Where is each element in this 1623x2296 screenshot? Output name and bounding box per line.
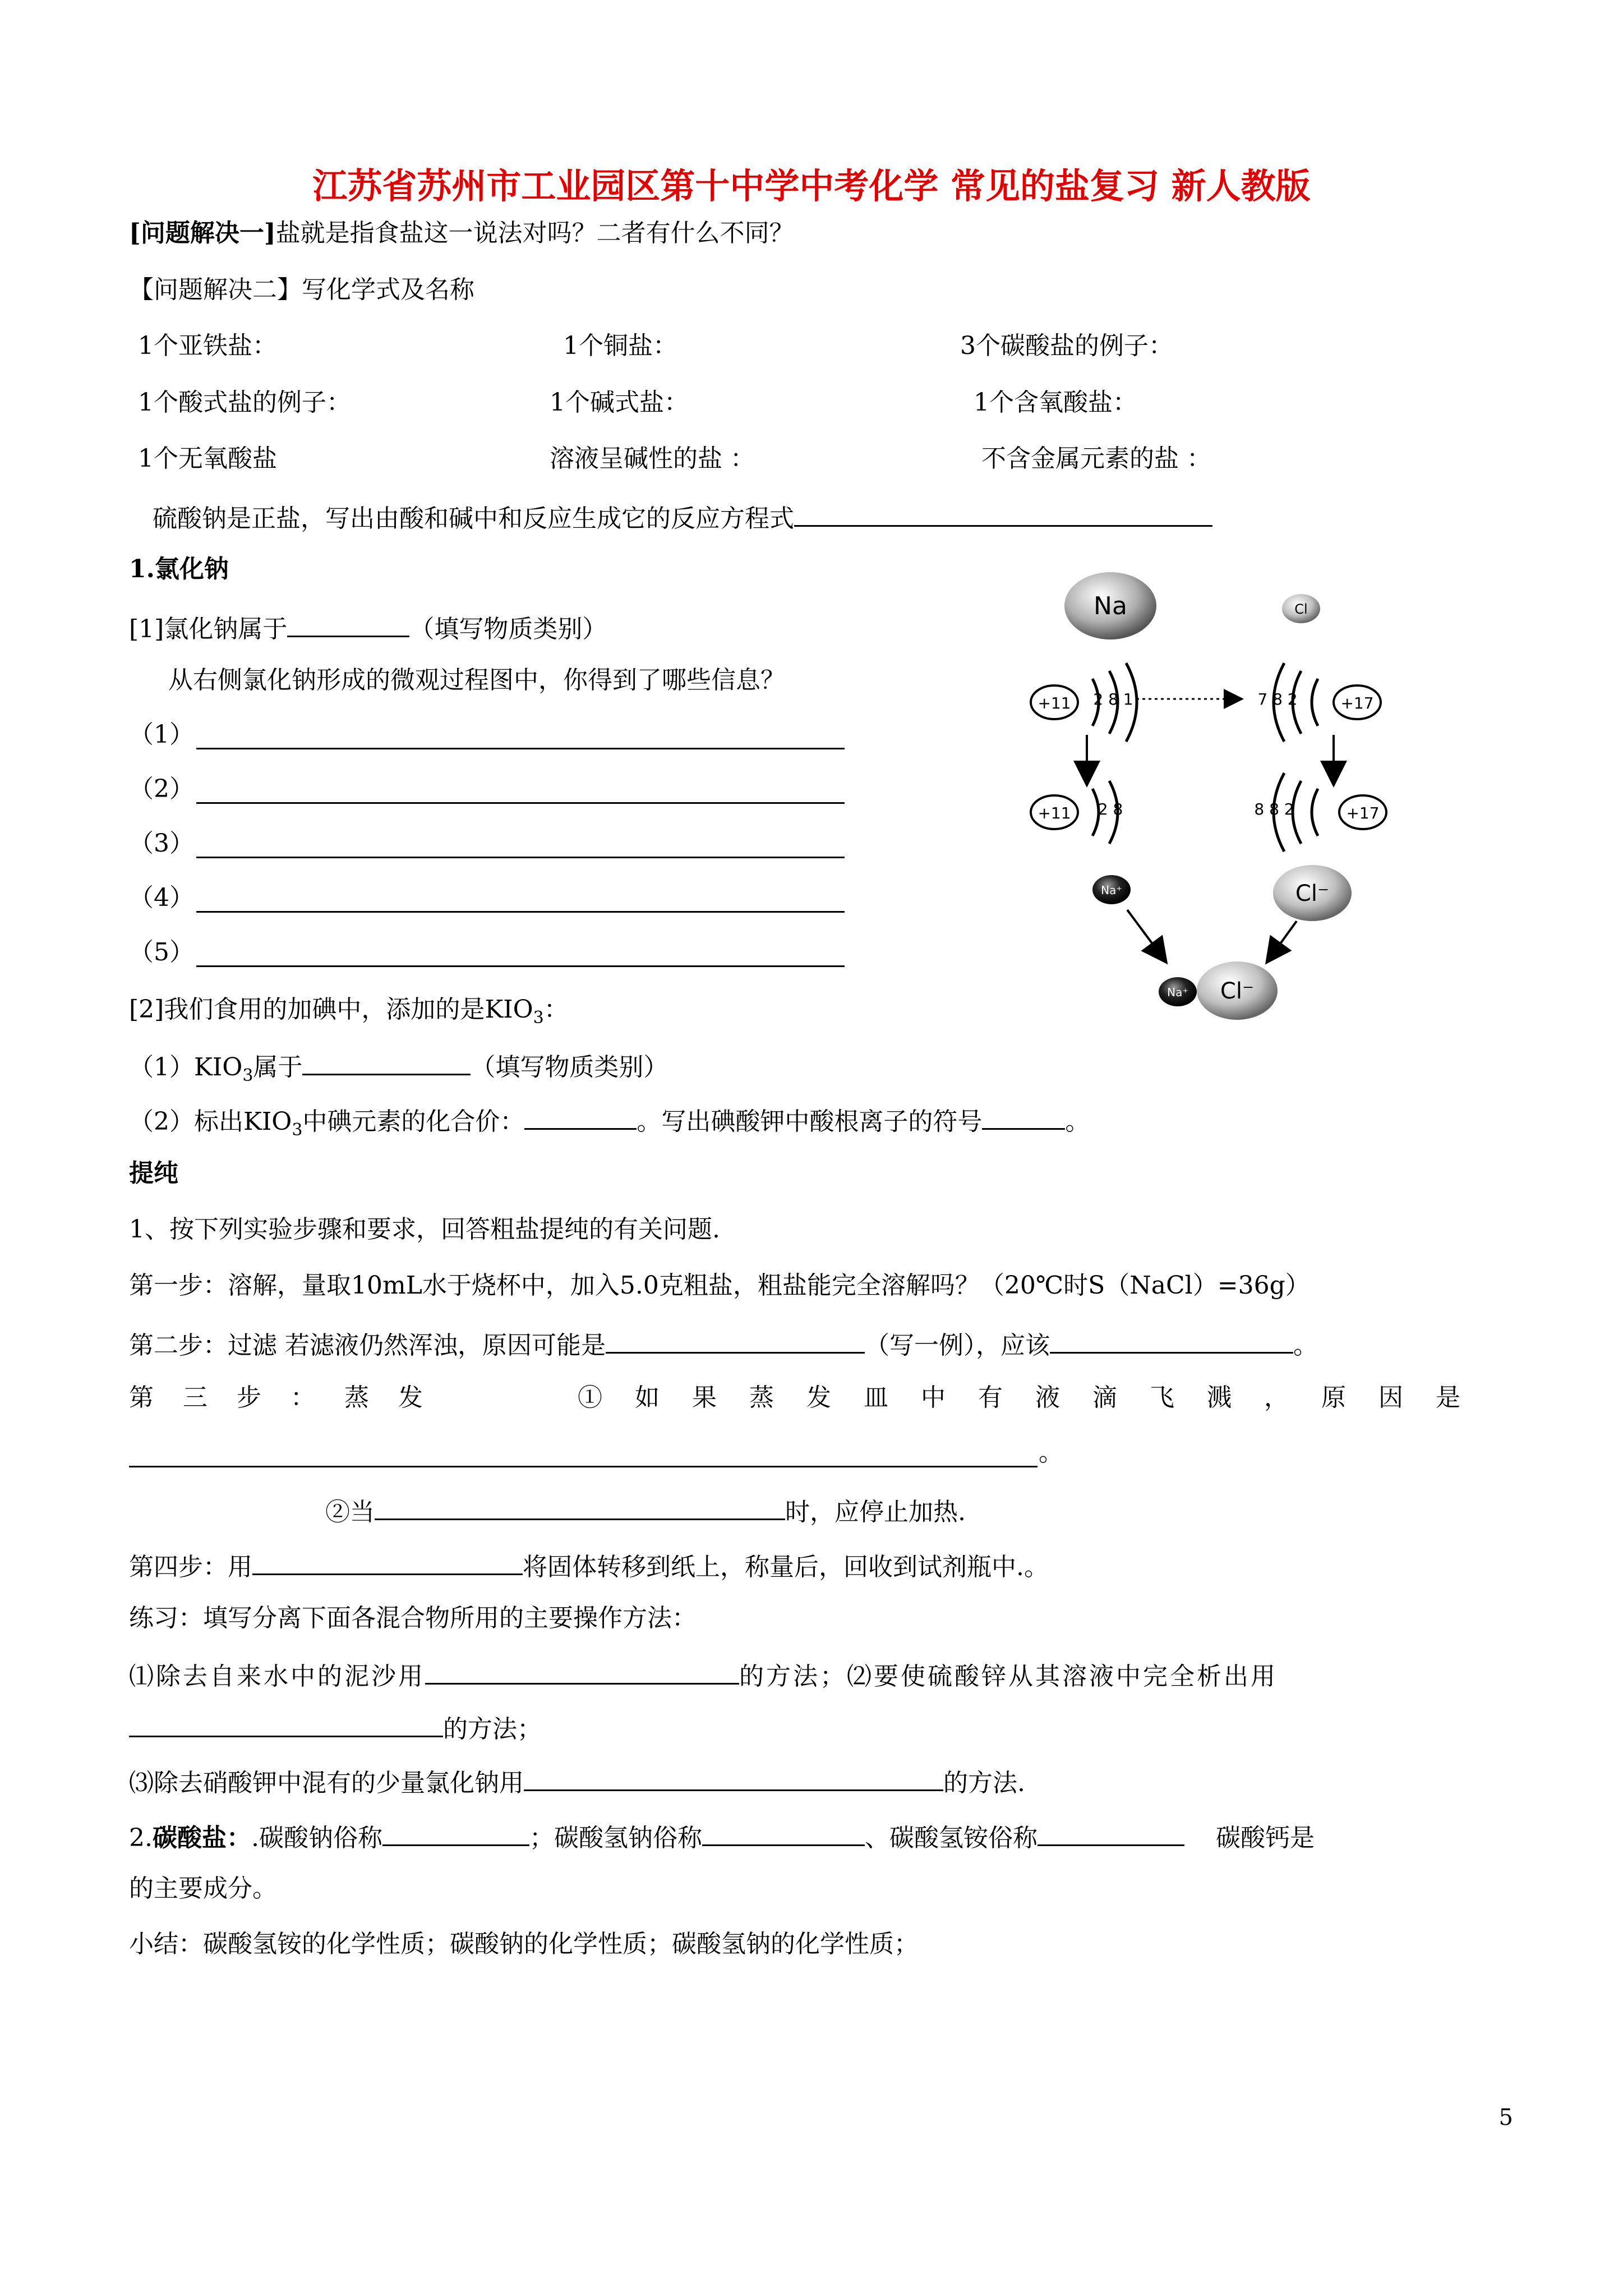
nacl-observe-prompt: 从右侧氯化钠形成的微观过程图中，你得到了哪些信息？	[168, 666, 785, 694]
kio3-formula-3: KIO	[243, 1107, 292, 1136]
step4-tool-blank[interactable]	[252, 1547, 523, 1575]
step4-prompt: 第四步：用	[129, 1553, 252, 1581]
salt-basic: 1个碱式盐：	[550, 388, 689, 417]
practice-3-prompt: ⑶除去硝酸钾中混有的少量氯化钠用	[129, 1769, 524, 1797]
section-nacl-heading: 1.氯化钠	[129, 555, 229, 583]
page-number: 5	[1498, 2105, 1513, 2131]
salt-carbonate: 3个碳酸盐的例子：	[960, 332, 1173, 360]
sodium-ion-nucleus-charge: +11	[1038, 804, 1071, 822]
step2-action-blank[interactable]	[1050, 1325, 1293, 1354]
salt-acid: 1个酸式盐的例子：	[138, 388, 351, 417]
kio3-formula: KIO	[485, 995, 533, 1024]
kio3-category-hint: （填写物质类别）	[471, 1053, 668, 1082]
salt-alkaline: 溶液呈碱性的盐 ：	[550, 444, 755, 473]
soda-blank[interactable]	[382, 1818, 529, 1846]
baking-soda-blank[interactable]	[702, 1818, 865, 1846]
carbonate-heading: 碳酸盐：	[152, 1824, 251, 1852]
question-one-text: 盐就是指食盐这一说法对吗？二者有什么不同？	[275, 219, 794, 247]
info-line-5	[129, 936, 194, 969]
kio3-category-prompt: 属于	[253, 1053, 303, 1082]
salt-nonmetal: 不含金属元素的盐 ：	[981, 444, 1211, 473]
purify-intro: 1、按下列实验步骤和要求，回答粗盐提纯的有关问题.	[129, 1215, 720, 1244]
info-line-2	[129, 772, 194, 806]
info-line-4	[129, 881, 194, 915]
salt-ferrous: 1个亚铁盐：	[138, 332, 277, 360]
question-one	[129, 217, 794, 250]
practice-line-1	[129, 1656, 1278, 1694]
nacl-formation-diagram	[1009, 561, 1436, 1032]
page-title: 江苏省苏州市工业园区第十中学中考化学 常见的盐复习 新人教版	[312, 165, 1311, 206]
purify-step-4	[129, 1547, 1049, 1584]
salt-anoxy: 1个无氧酸盐	[138, 444, 277, 473]
purify-step-3-question: ①如果蒸发皿中有液滴飞溅，原因是	[578, 1383, 1493, 1412]
nacl-chloride-label: Cl⁻	[1220, 978, 1255, 1004]
info-line-1	[129, 718, 194, 752]
step2-mid: （写一例），应该	[865, 1331, 1050, 1360]
kio3-subscript: 3	[533, 1007, 544, 1028]
question-one-label: [问题解决一]	[129, 219, 276, 247]
equation-line	[153, 498, 1212, 536]
practice-line-3	[129, 1763, 1025, 1800]
kio3-subscript-3: 3	[292, 1120, 303, 1140]
carbonate-line	[129, 1818, 1315, 1855]
step3-splash-blank[interactable]	[129, 1466, 1038, 1467]
ammonium-bicarbonate-prompt: 、碳酸氢铵俗称	[864, 1824, 1038, 1852]
kio3-category-number: （1）	[129, 1053, 194, 1082]
calcium-carbonate-tail: 的主要成分。	[129, 1874, 277, 1903]
chloride-ion-label: Cl⁻	[1295, 881, 1330, 907]
chlorine-shell-electrons: 7 8 2	[1257, 690, 1298, 708]
nacl-category-hint: （填写物质类别）	[409, 615, 607, 643]
step2-cause-blank[interactable]	[606, 1325, 865, 1354]
practice-1-blank[interactable]	[425, 1656, 739, 1685]
acid-radical-prompt: 。写出碘酸钾中酸根离子的符号	[637, 1107, 983, 1136]
info-blank-4[interactable]	[196, 911, 845, 913]
step3-stop-tail: 时，应停止加热.	[785, 1498, 966, 1526]
sodium-atom-label: Na	[1094, 592, 1127, 620]
summary-line: 小结：碳酸氢铵的化学性质；碳酸钠的化学性质；碳酸氢钠的化学性质；	[129, 1930, 919, 1958]
practice-2-blank[interactable]	[129, 1709, 443, 1737]
soda-prompt: .碳酸钠俗称	[251, 1824, 382, 1852]
purify-step-1: 第一步：溶解，量取10mL水于烧杯中，加入5.0克粗盐，粗盐能完全溶解吗？（20℃时S（NaCl）=36g）	[129, 1271, 1310, 1300]
calcium-carbonate-prompt: 碳酸钙是	[1215, 1824, 1315, 1852]
practice-2-prompt: 的方法；⑵要使硫酸锌从其溶液中完全析出用	[739, 1662, 1278, 1691]
practice-3-tail: 的方法.	[943, 1769, 1025, 1797]
info-number-5: （5）	[129, 938, 194, 967]
nacl-sodium-label: Na⁺	[1167, 986, 1188, 999]
ammonium-bicarbonate-blank[interactable]	[1038, 1818, 1184, 1846]
nacl-category-blank[interactable]	[287, 609, 409, 637]
chlorine-atom-label: Cl	[1294, 601, 1308, 617]
info-number-2: （2）	[129, 775, 194, 803]
purify-step-2	[129, 1325, 1318, 1363]
info-blank-3[interactable]	[196, 857, 845, 858]
valence-prompt-a: （2）标出	[129, 1107, 243, 1136]
salt-copper: 1个铜盐：	[563, 332, 677, 360]
step2-prompt: 第二步：过滤 若滤液仍然浑浊，原因可能是	[129, 1331, 606, 1360]
valence-blank[interactable]	[524, 1101, 637, 1130]
nacl-category-prompt: [1]氯化钠属于	[129, 615, 288, 643]
sodium-shell-electrons: 2 8 1	[1093, 690, 1133, 708]
practice-2-tail: 的方法；	[443, 1715, 542, 1743]
carbonate-number: 2.	[129, 1824, 153, 1852]
info-number-4: （4）	[129, 884, 194, 912]
step4-tail: 将固体转移到纸上，称量后，回收到试剂瓶中.。	[523, 1553, 1049, 1581]
kio3-category-blank[interactable]	[302, 1047, 471, 1075]
step2-end: 。	[1293, 1331, 1318, 1360]
valence-prompt-b: 中碘元素的化合价：	[302, 1107, 525, 1136]
step3-stop-blank[interactable]	[375, 1492, 785, 1520]
info-blank-5[interactable]	[196, 965, 845, 967]
practice-intro: 练习：填写分离下面各混合物所用的主要操作方法：	[129, 1604, 697, 1632]
purify-step-3-stop	[325, 1492, 966, 1529]
purify-step-3-label: 第三步：蒸发	[129, 1383, 452, 1412]
sodium-nucleus-charge: +11	[1038, 694, 1071, 712]
iodine-valence-line	[129, 1101, 1090, 1147]
sodium-ion-label: Na⁺	[1101, 884, 1122, 897]
question-two-header: 【问题解决二】写化学式及名称	[129, 275, 474, 304]
salt-oxyacid: 1个含氧酸盐：	[974, 388, 1137, 417]
info-blank-1[interactable]	[196, 748, 845, 749]
nacl-category-line	[129, 609, 607, 646]
info-blank-2[interactable]	[196, 802, 845, 804]
practice-3-blank[interactable]	[524, 1763, 943, 1791]
iodized-salt-line: [2]我们食用的加碘中，添加的是$KIO_3$：	[129, 995, 569, 1028]
kio3-subscript-2: 3	[242, 1065, 253, 1085]
kio3-category-line	[129, 1047, 668, 1093]
chlorine-nucleus-charge: +17	[1340, 694, 1374, 712]
info-line-3	[129, 827, 194, 861]
sodium-ion-shell-electrons: 2 8	[1098, 800, 1123, 818]
baking-soda-prompt: ；碳酸氢钠俗称	[529, 1824, 702, 1852]
sodium-ion-arrow	[1127, 910, 1160, 954]
iodized-salt-prompt: [2]我们食用的加碘中，添加的是	[129, 995, 485, 1024]
valence-line-end: 。	[1065, 1107, 1090, 1136]
info-number-3: （3）	[129, 829, 194, 858]
info-number-1: （1）	[129, 720, 194, 749]
equation-prompt: 硫酸钠是正盐，写出由酸和碱中和反应生成它的反应方程式	[153, 504, 794, 533]
step3-line-end: 。	[1039, 1438, 1063, 1467]
chlorine-ion-shell-electrons: 8 8 2	[1254, 800, 1294, 818]
step3-stop-prompt: ②当	[325, 1498, 375, 1526]
chloride-ion-arrow	[1273, 921, 1297, 954]
section-purify-heading: 提纯	[129, 1159, 178, 1188]
practice-line-2	[129, 1709, 542, 1746]
practice-1-prompt: ⑴除去自来水中的泥沙用	[129, 1662, 425, 1691]
kio3-formula-2: KIO	[194, 1053, 243, 1082]
chlorine-ion-nucleus-charge: +17	[1346, 804, 1380, 822]
equation-blank[interactable]	[794, 498, 1212, 527]
acid-radical-blank[interactable]	[982, 1101, 1065, 1130]
